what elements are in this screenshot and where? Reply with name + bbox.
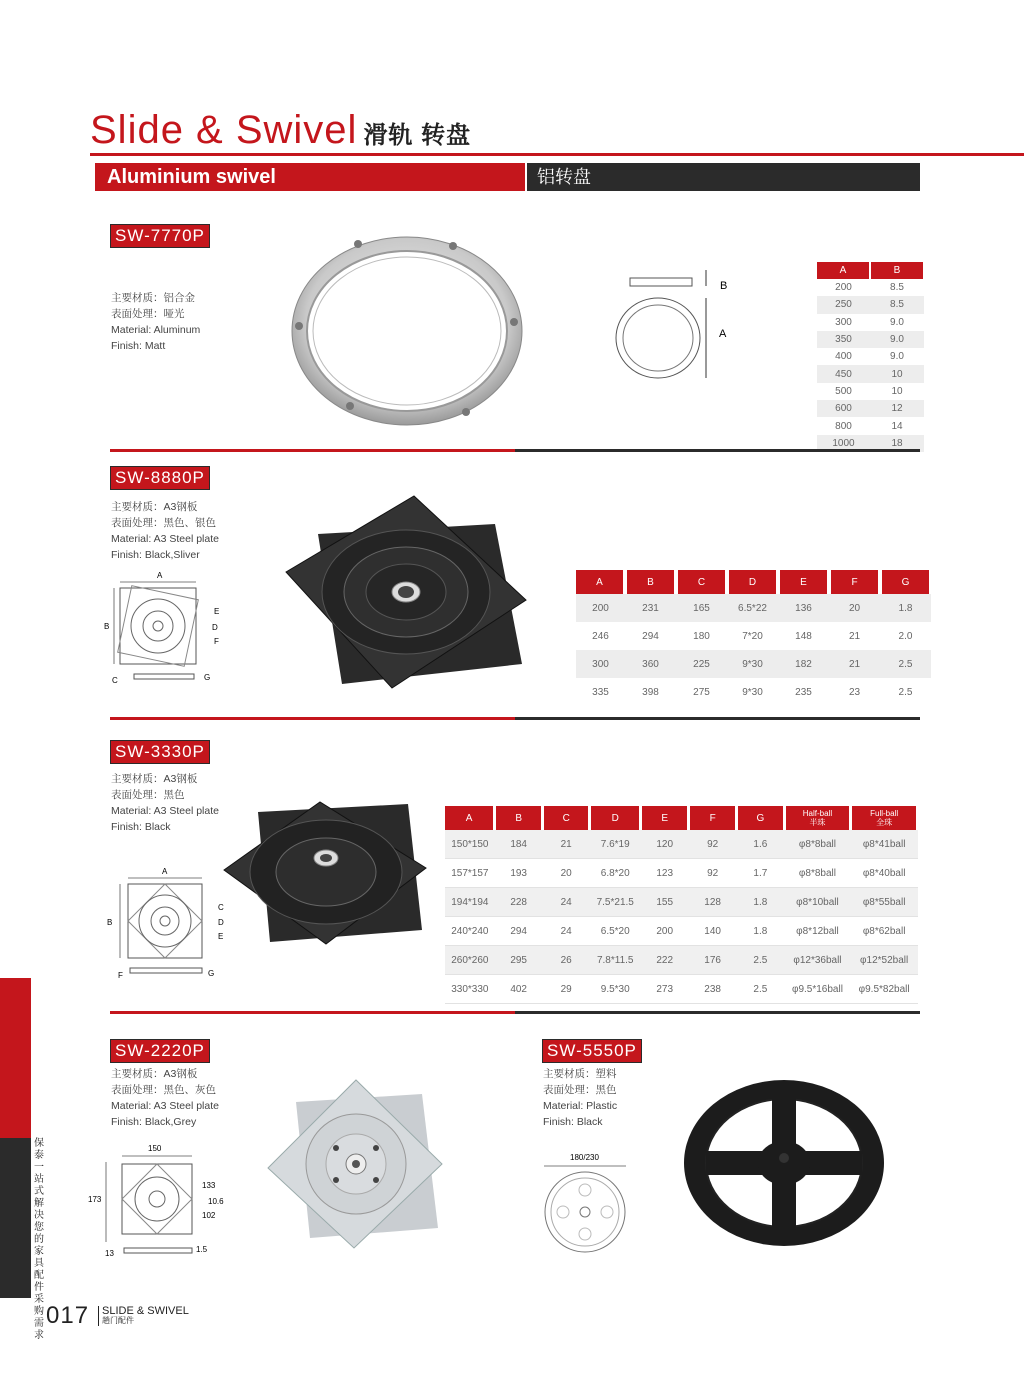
table-cell: 128	[689, 888, 737, 917]
dim-label-133: 133	[202, 1181, 216, 1190]
section-title-cn: 铝转盘	[527, 163, 920, 191]
square-swivel-diagram	[104, 864, 222, 984]
table-cell: 157*157	[445, 859, 495, 888]
table-cell: 450	[817, 365, 870, 382]
spec-line: 主要材质：塑料	[543, 1068, 617, 1080]
table-cell: 24	[543, 888, 590, 917]
spec-line: 表面处理：黑色	[543, 1084, 617, 1096]
table-row	[817, 331, 924, 348]
dim-label-150: 150	[148, 1144, 162, 1153]
table-cell: φ8*40ball	[851, 859, 918, 888]
table-cell: 8.5	[890, 282, 904, 294]
table-cell: 1.7	[737, 859, 785, 888]
spec-line: Material: A3 Steel plate	[111, 1100, 219, 1112]
table-cell: 7.8*11.5	[590, 946, 641, 975]
table-cell: 360	[625, 650, 676, 678]
col-header: G	[737, 806, 785, 830]
table-cell: φ8*12ball	[784, 917, 851, 946]
model-tag-sw7770p: SW-7770P	[110, 224, 210, 248]
col-header: C	[676, 570, 727, 594]
table-cell: 26	[543, 946, 590, 975]
table-cell: 200	[641, 917, 689, 946]
table-cell: 2.5	[737, 975, 785, 1004]
spec-line: 主要材质：铝合金	[111, 292, 195, 304]
table-cell: 12	[870, 400, 924, 417]
footer-label-cn: 趟门配件	[102, 1316, 134, 1325]
dim-label-13: 13	[105, 1249, 114, 1258]
col-header: B	[495, 806, 543, 830]
col-header: G	[880, 570, 931, 594]
section-separator	[110, 449, 920, 452]
model-tag-sw8880p: SW-8880P	[110, 466, 210, 490]
table-cell: 92	[689, 859, 737, 888]
table-cell: 1000	[817, 435, 870, 452]
dim-label-c: C	[112, 676, 118, 685]
table-cell: 275	[693, 686, 710, 698]
spec-line: 主要材质：A3钢板	[111, 1068, 198, 1080]
spec-line: Material: Aluminum	[111, 324, 201, 336]
table-cell: 7.5*21.5	[590, 888, 641, 917]
dim-label-f: F	[214, 637, 219, 646]
dim-label-g: G	[204, 673, 211, 682]
table-cell: 21	[543, 830, 590, 859]
table-cell: 10	[870, 365, 924, 382]
table-cell: φ8*62ball	[851, 917, 918, 946]
spec-line: Material: A3 Steel plate	[111, 533, 219, 545]
dim-label-e: E	[214, 607, 220, 616]
table-cell: 1.8	[737, 917, 785, 946]
model-tag-sw2220p: SW-2220P	[110, 1039, 210, 1063]
table-row	[817, 314, 924, 331]
sidebar-red-bar	[0, 978, 31, 1138]
table-cell: 200	[835, 282, 852, 294]
page-title	[90, 108, 471, 153]
table-cell: 176	[689, 946, 737, 975]
table-cell: 300	[576, 650, 625, 678]
col-header: C	[543, 806, 590, 830]
table-cell: 23	[848, 686, 861, 698]
table-cell: 335	[592, 686, 609, 698]
title-cn: 滑轨 转盘	[363, 122, 472, 149]
dim-label-10-6: 10.6	[208, 1197, 224, 1206]
col-header-full-ball	[851, 806, 918, 830]
title-rule	[90, 153, 1024, 156]
spec-line: 主要材质：A3钢板	[111, 773, 198, 785]
table-row	[817, 296, 924, 313]
table-cell: 184	[495, 830, 543, 859]
table-cell: 194*194	[445, 888, 495, 917]
spec-line: Finish: Black	[543, 1116, 603, 1128]
table-cell: 92	[689, 830, 737, 859]
dim-label-c: C	[218, 903, 224, 912]
col-header: D	[727, 570, 778, 594]
table-cell: φ8*8ball	[784, 830, 851, 859]
header-line-cn: 半珠	[809, 818, 826, 827]
table-cell: 240*240	[445, 917, 495, 946]
table-cell: 10	[891, 385, 903, 397]
table-row	[576, 622, 931, 650]
table-cell: 273	[641, 975, 689, 1004]
spec-table-sw7770p	[817, 262, 925, 452]
spec-line: Material: Plastic	[543, 1100, 618, 1112]
spec-table-sw8880p	[576, 570, 933, 706]
dim-label-a: A	[157, 571, 163, 580]
sidebar-slogan: 保泰 一站式解决您的家具配件采购需求	[34, 1138, 44, 1341]
table-cell: 260*260	[445, 946, 495, 975]
col-header: D	[590, 806, 641, 830]
table-row	[817, 383, 924, 400]
table-cell: 150*150	[445, 830, 495, 859]
table-cell: 180	[693, 630, 710, 642]
table-cell: 295	[495, 946, 543, 975]
spec-line: 表面处理：哑光	[111, 308, 185, 320]
table-cell: 400	[835, 351, 852, 363]
table-cell: 9.0	[890, 316, 904, 328]
header-line-en: Half-ball	[802, 809, 833, 818]
sidebar-dark-bar	[0, 1138, 31, 1298]
dim-label-a: A	[162, 867, 168, 876]
table-cell: 148	[795, 630, 812, 642]
table-cell: 7.6*19	[590, 830, 641, 859]
aluminum-ring-image	[290, 234, 525, 429]
spec-line: Finish: Matt	[111, 340, 166, 352]
col-header: A	[576, 570, 625, 594]
table-row	[817, 348, 924, 365]
table-cell: φ12*36ball	[784, 946, 851, 975]
table-cell: φ8*10ball	[784, 888, 851, 917]
table-cell: 155	[641, 888, 689, 917]
table-cell: 228	[495, 888, 543, 917]
dim-label-180-230: 180/230	[570, 1153, 599, 1162]
table-cell: 21	[829, 650, 880, 678]
table-cell: 9.0	[870, 331, 924, 348]
spec-sw5550p	[543, 1066, 617, 1130]
table-cell: 24	[543, 917, 590, 946]
table-cell: 600	[817, 400, 870, 417]
dim-label-b: B	[107, 918, 113, 927]
plastic-turntable-diagram	[540, 1150, 630, 1256]
col-header: B	[870, 262, 924, 279]
spec-line: Finish: Black	[111, 821, 171, 833]
table-row	[817, 400, 924, 417]
table-row	[445, 830, 918, 859]
table-cell: 1.8	[880, 594, 931, 622]
table-cell: 231	[625, 594, 676, 622]
table-cell: 120	[641, 830, 689, 859]
spec-line: 表面处理：黑色、灰色	[111, 1084, 216, 1096]
table-cell: φ9.5*82ball	[851, 975, 918, 1004]
spec-line: Finish: Black,Grey	[111, 1116, 197, 1128]
table-cell: 8.5	[870, 296, 924, 313]
table-cell: 294	[642, 630, 659, 642]
table-cell: φ12*52ball	[851, 946, 918, 975]
table-cell: φ8*55ball	[851, 888, 918, 917]
table-cell: 6.5*20	[590, 917, 641, 946]
table-row	[817, 279, 924, 296]
header-line-cn: 全珠	[876, 818, 893, 827]
table-cell: φ9.5*16ball	[784, 975, 851, 1004]
table-cell: 2.0	[898, 630, 913, 642]
table-row	[445, 975, 918, 1004]
spec-table-sw3330p	[445, 806, 919, 1004]
spec-line: Finish: Black,Sliver	[111, 549, 200, 561]
table-row	[576, 594, 931, 622]
dim-label-a: A	[719, 328, 727, 340]
table-cell: 500	[835, 385, 852, 397]
spec-sw7770p	[111, 290, 200, 354]
footer-label	[98, 1306, 189, 1326]
table-cell: 140	[689, 917, 737, 946]
model-tag-sw3330p: SW-3330P	[110, 740, 210, 764]
table-row	[576, 650, 931, 678]
table-cell: 14	[891, 420, 903, 432]
table-cell: 165	[676, 594, 727, 622]
dim-label-102: 102	[202, 1211, 216, 1220]
table-cell: 29	[543, 975, 590, 1004]
table-cell: 1.6	[737, 830, 785, 859]
spec-sw2220p	[111, 1066, 219, 1130]
table-cell: 2.5	[880, 650, 931, 678]
black-square-swivel-image	[222, 800, 430, 946]
col-header: E	[778, 570, 829, 594]
table-cell: 294	[495, 917, 543, 946]
ring-dimension-diagram	[608, 266, 738, 384]
black-swivel-plate-image	[282, 494, 528, 690]
table-cell: 6.8*20	[590, 859, 641, 888]
table-row	[445, 888, 918, 917]
col-header: A	[445, 806, 495, 830]
table-cell: 9.5*30	[590, 975, 641, 1004]
table-cell: 200	[576, 594, 625, 622]
table-cell: 20	[829, 594, 880, 622]
table-cell: 330*330	[445, 975, 495, 1004]
table-cell: 123	[641, 859, 689, 888]
table-cell: 398	[642, 686, 659, 698]
table-cell: 20	[543, 859, 590, 888]
grey-swivel-diagram	[86, 1142, 234, 1260]
section-separator	[110, 717, 920, 720]
title-en: Slide & Swivel	[90, 108, 358, 152]
table-cell: 21	[848, 630, 861, 642]
dim-label-b: B	[104, 622, 110, 631]
table-cell: 182	[778, 650, 829, 678]
table-cell: 18	[870, 435, 924, 452]
table-row	[445, 946, 918, 975]
table-cell: φ8*8ball	[784, 859, 851, 888]
table-cell: 136	[778, 594, 829, 622]
dim-label-e: E	[218, 932, 224, 941]
table-cell: 7*20	[742, 630, 763, 642]
table-row	[817, 365, 924, 382]
table-row	[445, 917, 918, 946]
header-line-en: Full-ball	[870, 809, 899, 818]
table-cell: 222	[641, 946, 689, 975]
table-cell: 246	[592, 630, 609, 642]
table-cell: 225	[676, 650, 727, 678]
section-separator	[110, 1011, 920, 1014]
dim-label-d: D	[212, 623, 218, 632]
col-header: F	[689, 806, 737, 830]
table-cell: 2.5	[737, 946, 785, 975]
table-cell: 6.5*22	[727, 594, 778, 622]
spec-line: 主要材质：A3钢板	[111, 501, 198, 513]
dim-label-b: B	[720, 280, 728, 292]
table-cell: 238	[689, 975, 737, 1004]
table-row	[817, 417, 924, 434]
spec-sw3330p	[111, 771, 219, 835]
table-cell: 350	[817, 331, 870, 348]
col-header-half-ball	[784, 806, 851, 830]
table-row	[576, 678, 931, 706]
col-header: A	[817, 262, 870, 279]
table-cell: 235	[795, 686, 812, 698]
table-cell: 193	[495, 859, 543, 888]
table-cell: 1.8	[737, 888, 785, 917]
spec-line: 表面处理：黑色	[111, 789, 185, 801]
spec-line: Material: A3 Steel plate	[111, 805, 219, 817]
model-tag-sw5550p: SW-5550P	[542, 1039, 642, 1063]
table-cell: 402	[495, 975, 543, 1004]
col-header: E	[641, 806, 689, 830]
dim-label-173: 173	[88, 1195, 102, 1204]
dim-label-1-5: 1.5	[196, 1245, 208, 1254]
dim-label-f: F	[118, 971, 123, 980]
footer-label-en: SLIDE & SWIVEL	[102, 1305, 189, 1317]
table-cell: φ8*41ball	[851, 830, 918, 859]
section-title-en: Aluminium swivel	[95, 163, 525, 191]
plastic-turntable-image	[682, 1078, 886, 1248]
table-cell: 300	[835, 316, 852, 328]
col-header: F	[829, 570, 880, 594]
page-number: 017	[46, 1302, 90, 1329]
col-header: B	[625, 570, 676, 594]
table-cell: 800	[835, 420, 852, 432]
dim-label-d: D	[218, 918, 224, 927]
table-cell: 250	[817, 296, 870, 313]
swivel-plate-diagram	[100, 568, 230, 690]
spec-line: 表面处理：黑色、银色	[111, 517, 216, 529]
spec-sw8880p	[111, 499, 219, 563]
table-cell: 9*30	[727, 650, 778, 678]
table-cell: 9.0	[890, 351, 904, 363]
dim-label-g: G	[208, 969, 215, 978]
table-cell: 9*30	[742, 686, 763, 698]
table-row	[445, 859, 918, 888]
grey-swivel-plate-image	[266, 1078, 444, 1250]
table-cell: 2.5	[898, 686, 913, 698]
